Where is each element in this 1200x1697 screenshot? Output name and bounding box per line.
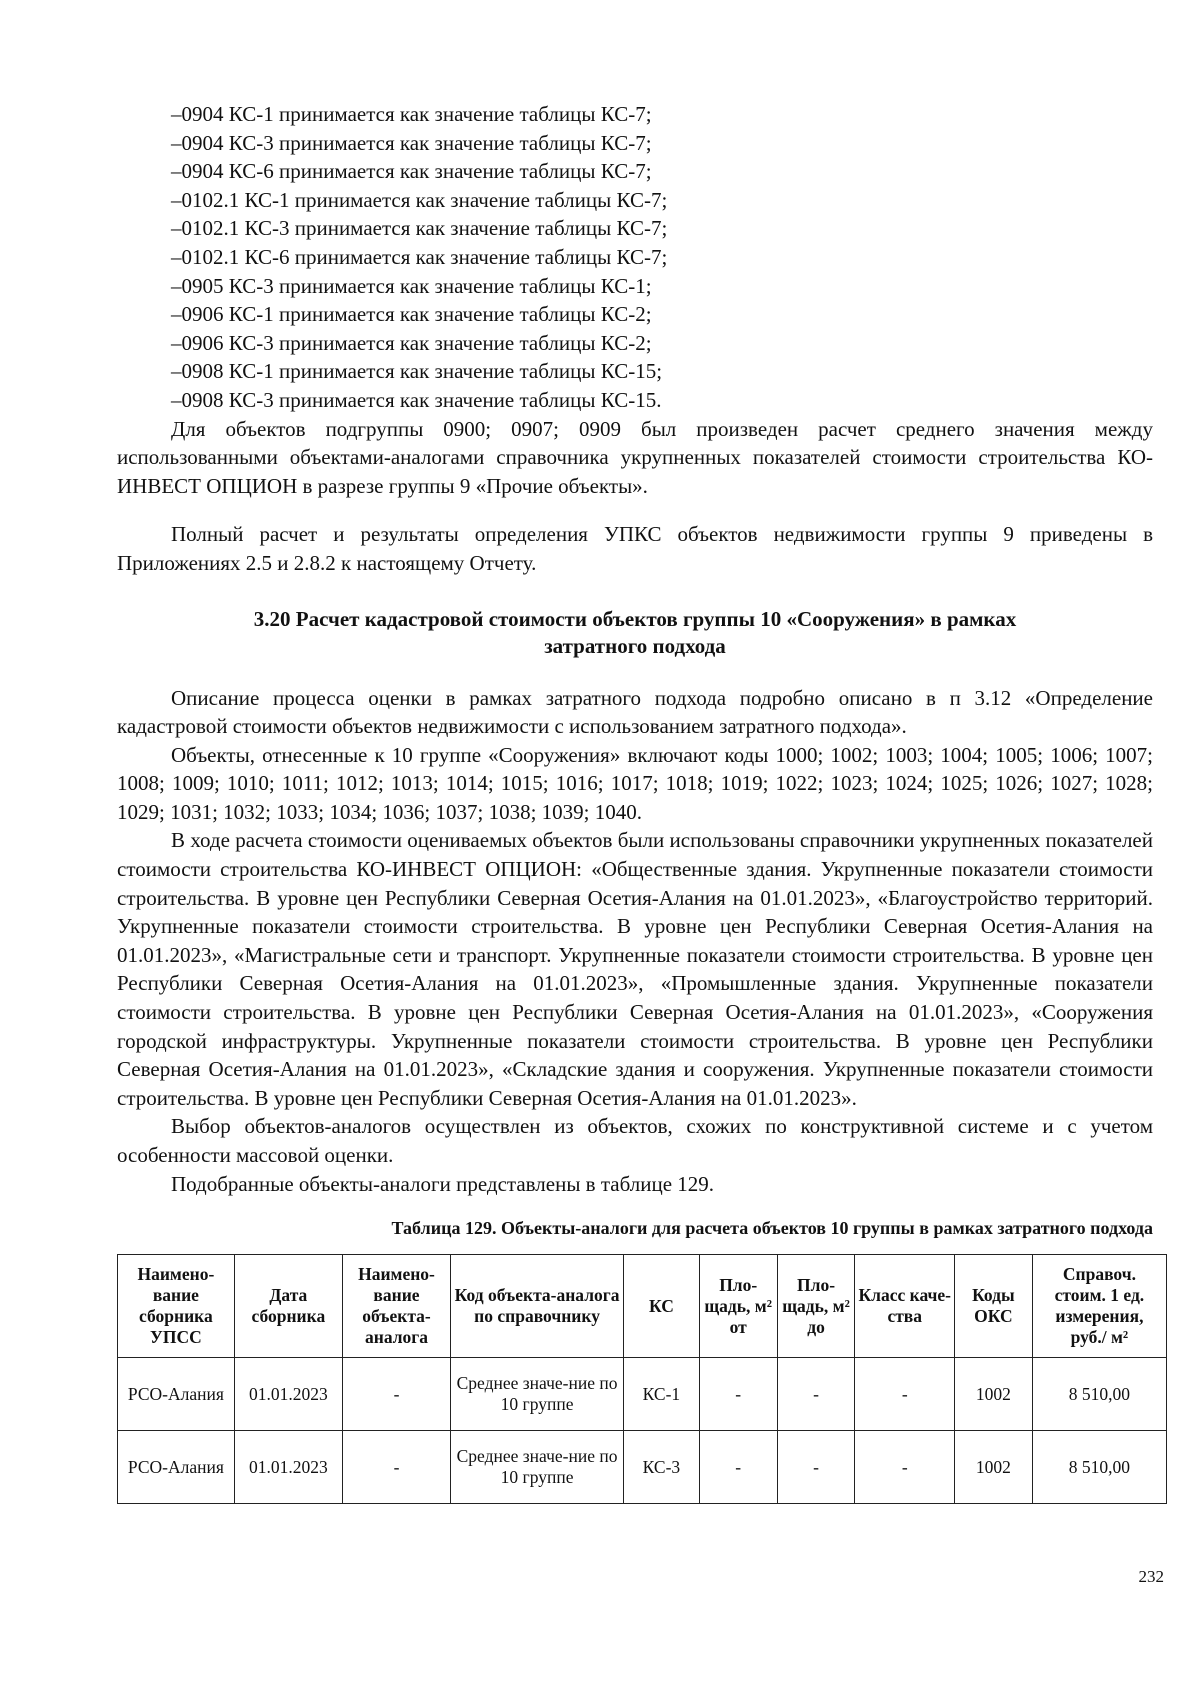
list-item: –0906 КС-1 принимается как значение таблицы КС-2;	[171, 302, 652, 327]
column-header: Наимено-вание объекта-аналога	[342, 1255, 450, 1358]
table-row	[118, 1431, 1167, 1504]
table-row	[118, 1358, 1167, 1431]
paragraph: Описание процесса оценки в рамках затратного подхода подробно описано в п 3.12 «Определение кадастровой стоимости объектов недвижимости с использованием затратного подхода».	[117, 685, 1153, 739]
table-cell: 01.01.2023	[234, 1431, 342, 1504]
table-caption: Таблица 129. Объекты-аналоги для расчета объектов 10 группы в рамках затратного подхода	[391, 1218, 1153, 1239]
table-cell: 1002	[954, 1358, 1032, 1431]
list-item: –0102.1 КС-6 принимается как значение таблицы КС-7;	[171, 244, 668, 269]
paragraph: Подобранные объекты-аналоги представлены в таблице 129.	[171, 1171, 715, 1196]
column-header: КС	[624, 1255, 700, 1358]
table-cell: -	[699, 1431, 777, 1504]
analog-table	[117, 1254, 1167, 1504]
table-cell: 1002	[954, 1431, 1032, 1504]
table-header-row	[118, 1255, 1167, 1358]
table-cell: РСО-Алания	[118, 1431, 235, 1504]
list-item: –0102.1 КС-1 принимается как значение таблицы КС-7;	[171, 187, 668, 212]
column-header: Класс каче-ства	[855, 1255, 954, 1358]
page-content	[117, 100, 1153, 1504]
table-cell: -	[855, 1358, 954, 1431]
paragraph: Выбор объектов-аналогов осуществлен из объектов, схожих по конструктивной системе и с учетом особенности массовой оценки.	[117, 1114, 1153, 1167]
section-heading-line1: 3.20 Расчет кадастровой стоимости объектов группы 10 «Сооружения» в рамках	[253, 606, 1017, 631]
list-item: –0905 КС-3 принимается как значение таблицы КС-1;	[171, 273, 652, 298]
column-header: Пло-щадь, м² до	[777, 1255, 855, 1358]
bullet-list	[117, 100, 1153, 415]
table-cell: Среднее значе-ние по 10 группе	[451, 1358, 624, 1431]
column-header: Наимено-вание сборника УПСС	[118, 1255, 235, 1358]
section-heading	[117, 606, 1153, 660]
list-item: –0908 КС-1 принимается как значение таблицы КС-15;	[171, 359, 663, 384]
list-item: –0904 КС-3 принимается как значение таблицы КС-7;	[171, 130, 652, 155]
paragraph-average: Для объектов подгруппы 0900; 0907; 0909 был произведен расчет среднего значения между использованными объектами-аналогами справочника укрупненных показателей стоимости строительства КО-ИНВЕСТ ОПЦИОН в разрезе группы 9 «Прочие объекты».	[117, 416, 1153, 498]
table-cell: -	[855, 1431, 954, 1504]
paragraph: Объекты, отнесенные к 10 группе «Сооружения» включают коды 1000; 1002; 1003; 1004; 1005; 1006; 1007; 1008; 1009; 1010; 1011; 1012; 1013; 1014; 1015; 1016; 1017; 1018; 1019; 1022; 1023; 1024; 1025; 1026; 1027; 1028; 1029; 1031; 1032; 1033; 1034; 1036; 1037; 1038; 1039; 1040.	[117, 742, 1153, 824]
column-header: Справоч. стоим. 1 ед. измерения, руб./ м²	[1032, 1255, 1166, 1358]
table-cell: Среднее значе-ние по 10 группе	[451, 1431, 624, 1504]
column-header: Код объекта-аналога по справочнику	[451, 1255, 624, 1358]
table-cell: 8 510,00	[1032, 1358, 1166, 1431]
section-heading-line2: затратного подхода	[544, 633, 726, 658]
table-cell: -	[699, 1358, 777, 1431]
list-item: –0908 КС-3 принимается как значение таблицы КС-15.	[171, 387, 662, 412]
paragraph: В ходе расчета стоимости оцениваемых объектов были использованы справочники укрупненных показателей стоимости строительства КО-ИНВЕСТ ОПЦИОН: «Общественные здания. Укрупненные показатели стоимости строительства. В уровне цен Республики Северная Осетия-Алания на 01.01.2023», «Благоустройство территорий. Укрупненные показатели стоимости строительства. В уровне цен Республики Северная Осетия-Алания на 01.01.2023», «Магистральные сети и транспорт. Укрупненные показатели стоимости строительства. В уровне цен Республики Северная Осетия-Алания на 01.01.2023», «Промышленные здания. Укрупненные показатели стоимости строительства. В уровне цен Республики Северная Осетия-Алания на 01.01.2023», «Сооружения городской инфраструктуры. Укрупненные показатели стоимости строительства. В уровне цен Республики Северная Осетия-Алания на 01.01.2023», «Складские здания и сооружения. Укрупненные показатели стоимости строительства. В уровне цен Республики Северная Осетия-Алания на 01.01.2023».	[117, 828, 1153, 1110]
table-cell: -	[777, 1431, 855, 1504]
column-header: Коды ОКС	[954, 1255, 1032, 1358]
column-header: Пло-щадь, м² от	[699, 1255, 777, 1358]
list-item: –0906 КС-3 принимается как значение таблицы КС-2;	[171, 330, 652, 355]
table-cell: КС-3	[624, 1431, 700, 1504]
table-cell: 01.01.2023	[234, 1358, 342, 1431]
table-cell: 8 510,00	[1032, 1431, 1166, 1504]
table-cell: -	[342, 1358, 450, 1431]
page-number: 232	[1138, 1567, 1164, 1586]
column-header: Дата сборника	[234, 1255, 342, 1358]
list-item: –0904 КС-1 принимается как значение таблицы КС-7;	[171, 102, 652, 126]
table-cell: КС-1	[624, 1358, 700, 1431]
paragraph-full-calc: Полный расчет и результаты определения УПКС объектов недвижимости группы 9 приведены в Приложениях 2.5 и 2.8.2 к настоящему Отчету.	[117, 522, 1153, 575]
table-cell: РСО-Алания	[118, 1358, 235, 1431]
list-item: –0904 КС-6 принимается как значение таблицы КС-7;	[171, 159, 652, 184]
table-cell: -	[777, 1358, 855, 1431]
table-cell: -	[342, 1431, 450, 1504]
list-item: –0102.1 КС-3 принимается как значение таблицы КС-7;	[171, 216, 668, 241]
